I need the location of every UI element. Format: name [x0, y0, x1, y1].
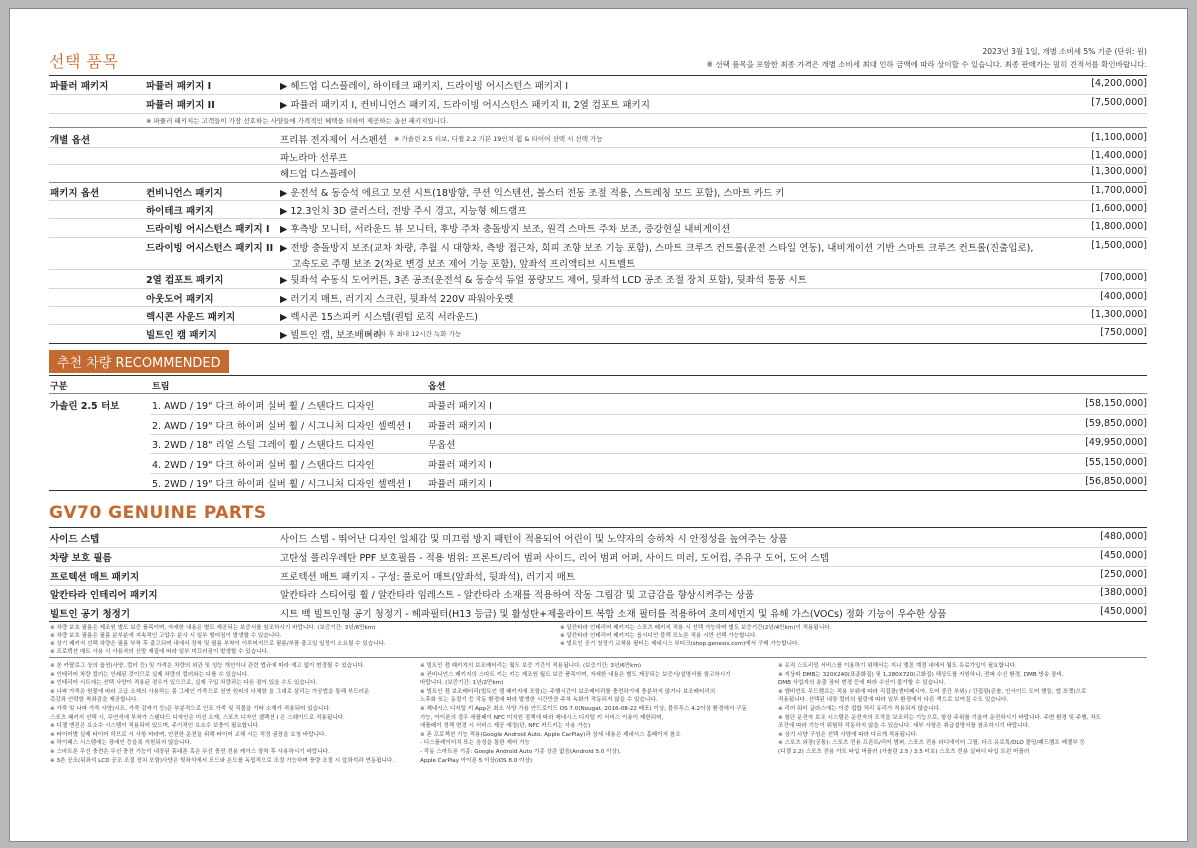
footnote-line: ※ 인테리어 시트에는 선택 사양이 적용된 경우가 있으므로, 실제 구입 차량과는 다른 점이 있을 수도 있습니다. — [50, 680, 318, 687]
part-row-divider — [49, 585, 1147, 586]
option-description: ▶ 전방 충돌방지 보조(교차 차량, 추월 시 대향차, 측방 접근차, 회피 조향 보조 기능 포함), 스마트 크루즈 컨트롤(운전 스타일 연동), 내비게이션 기반 스마트 크루즈 컨트롤(진출입로), — [280, 243, 1034, 254]
option-price: [1,400,000] — [1091, 150, 1147, 161]
parts-note: ※ 상기 패키지 선택 차량은 필름 부착 후 출고되며 내에서 장착 및 필름 부착이 이루어지므로 필름/부품 출고일 일정이 소요될 수 있습니다. — [50, 641, 386, 647]
parts-note: ※ 차량 보호 필름은 필름 분부분에 지속적인 고압수 분사 시 일부 떨어짐이 발생할 수 있습니다. — [50, 633, 282, 639]
recommended-header-rule — [49, 393, 1147, 394]
col-header-option: 옵션 — [428, 382, 446, 392]
footnote-line: 스포츠 패키지 선택 시, 무연석에 부착가 스탠다드 디자인은 미선 소재, 스포츠 디자인 셀렉션 I 은 스웨이드로 적용됩니다. — [50, 714, 345, 721]
footnote-line: ※ 나파 가죽은 원물에 따라 고급 소재의 사용하는 몸 그레인 가죽으로 천연 원피의 다채함 을 그대로 살리는 가공법을 통해 부드러운 — [50, 688, 370, 695]
recommended-option: 파퓰러 패키지 I — [428, 401, 492, 412]
option-row-divider — [49, 113, 1147, 114]
option-description: 프리뷰 전자제어 서스펜션 — [280, 135, 387, 146]
part-description: 알칸타라 스티어링 휠 / 알칸타라 임레스트 - 알칸타라 소재를 적용하여 작동 그립감 및 고급감을 향상시켜주는 상품 — [280, 590, 755, 601]
footnote-line: 애플페이 정책 변경 시 서비스 제공 예정(단, NFC 카드키는 사용 가능) — [420, 723, 591, 730]
option-category: 개별 옵션 — [50, 135, 91, 146]
recommended-option: 무옵션 — [428, 440, 456, 451]
footnote-line: ※ 제네시스 디지털 키 App은 최소 사양 가용 안드로이드 OS 7.0(Nougat, 2016-08-22 배포) 이상, 블루투스 4.2이상 환경에서 구동 — [420, 706, 747, 712]
option-note: ※ 주차 후 최대 12시간 녹화 가능 — [366, 330, 462, 338]
parts-note: ※ 차량 보호 필름은 제조원 별도 보증 품목이며, 자세한 내용은 별도 제공되는 보증서를 참조하시기 바랍니다. (보증기간: 3년/6만km) — [50, 625, 376, 631]
price-basis-note: 2023년 3월 1일, 개별 소비세 5% 기준 (단위: 원) — [982, 47, 1147, 56]
recommended-row-divider — [150, 473, 1147, 474]
footnote-line: ※ 리어 워터 글라스에는 이중 접합 처리 유리가 적용되지 않습니다. — [778, 706, 941, 712]
recommended-trim: 2. AWD / 19" 다크 하이퍼 실버 휠 / 시그니처 디자인 셀렉션 I — [152, 421, 411, 432]
recommended-title: 추천 차량 RECOMMENDED — [49, 350, 229, 373]
footnote-line: 조건에 따라 기능이 위험하 작동하지 않을 수 있습니다. 세부 사항은 취급설명서를 참조하시기 바랍니다. — [778, 723, 1030, 730]
part-description: 시트 백 빌트인형 공기 청정기 - 헤파필터(H13 등급) 및 활성탄+제올라이트 복합 소재 필터를 적용하여 초미세먼지 및 유해 가스(VOCs) 정화 기능이 우수한 상품 — [280, 609, 947, 620]
recommended-option: 파퓰러 패키지 I — [428, 460, 492, 471]
footnote-line: ※ 컨비니언스 패키지의 스마트 키는 키는 제조원 월도 보증 품목이며, 자세한 내용은 별도 제공되는 보증서/설명서를 참고하시기 — [420, 671, 731, 678]
recommended-row-divider — [150, 453, 1147, 454]
recommended-trim: 3. 2WD / 18" 리얼 스틸 그레이 휠 / 스탠다드 디자인 — [152, 440, 375, 451]
recommended-top-rule — [49, 375, 1147, 376]
parts-bottom-rule — [49, 621, 1147, 622]
recommended-price: [58,150,000] — [1085, 398, 1147, 409]
option-description: ▶ 빌트인 캠, 보조배터리 — [280, 330, 382, 341]
option-price: [400,000] — [1100, 291, 1147, 302]
option-category: 패키지 옵션 — [50, 188, 100, 199]
options-bottom-rule — [49, 343, 1147, 344]
option-row-divider — [49, 94, 1147, 95]
part-name: 차량 보호 필름 — [50, 553, 112, 564]
option-row-divider — [49, 269, 1147, 270]
option-description: 파노라마 선루프 — [280, 153, 348, 164]
footnote-line: ※ 타이어별 실제 타이어 하므로 시 사항 바라며, 안전한 운전을 위해 타이어 교체 시는 적정 권장을 요청 바랍니다. — [50, 731, 327, 738]
footnote-line: ※ 지상파 DMB는 320X240(표준화질) 및 1,280X720(고화질) 해상도를 지원하나, 전파 수신 환경, DMB 방송 장비, — [778, 671, 1064, 678]
option-section-divider — [49, 182, 1147, 183]
option-price: [1,800,000] — [1091, 221, 1147, 232]
option-price: [1,500,000] — [1091, 240, 1147, 251]
footnote-line: Apple CarPlay 아이폰 5 이상(iOS 8.0 이상) — [420, 757, 533, 764]
option-price: [1,600,000] — [1091, 203, 1147, 214]
part-price: [450,000] — [1100, 606, 1147, 617]
part-row-divider — [49, 547, 1147, 548]
part-price: [380,000] — [1100, 587, 1147, 598]
option-name: 파퓰러 패키지 II — [146, 100, 215, 111]
footnote-line: (디젤 2.2) 스포츠 전용 아트 타입 머플러 (가솔린 2.5 / 3.5 터보) 스포츠 전용 실버더 타입 트윈 머플러 — [778, 749, 1030, 755]
parts-note: ※ 알칸타라 인테리어 패키지는 옵시디언 블랙 모노톤 적용 시만 선택 가능합니다. — [560, 633, 758, 639]
option-price: [1,300,000] — [1091, 166, 1147, 177]
option-name: 아웃도어 패키지 — [146, 294, 214, 305]
final-price-note: ※ 선택 품목을 포함한 최종 가격은 개별 소비세 최대 인하 금액에 따라 상이할 수 있습니다. 최종 판매가는 필히 견적서를 확인바랍니다. — [706, 60, 1147, 69]
footnote-line: ※ 스포츠 외장(공통): 스포츠 전용 프론트/리어 범퍼, 스포츠 전용 라디에이터 그릴, 다크 유로톡/DLO 몰딩/패드램프 베젤부 등 — [778, 740, 1086, 747]
options-title: 선택 품목 — [49, 52, 119, 71]
option-name: 2열 컴포트 패키지 — [146, 275, 224, 286]
footnote-line: - 디스플레이터치 또는 음성을 통한 제어 가능 — [420, 740, 530, 747]
footnote-line: ※ 폰 프로젝션 기능 적용(Google Android Auto, Apple CarPlay)과 상세 내용은 제네시스 홈페이지 참조 — [420, 731, 681, 738]
option-price: [7,500,000] — [1091, 97, 1147, 108]
part-row-divider — [49, 603, 1147, 604]
option-description: ▶ 12.3인치 3D 클러스터, 전방 주시 경고, 지능형 헤드램프 — [280, 206, 527, 217]
part-description: 프로텍션 매트 패키지 - 구성: 풀로어 매트(앞좌석, 뒷좌석), 러기지 매트 — [280, 572, 576, 583]
option-name: 컨비니언스 패키지 — [146, 188, 223, 199]
footnote-line: ※ 3존 공조(뒤좌석 LCD 공조 조절 장치 포함)사양은 뒷좌석에서 모드와 온도를 독립적으로 조절 가능하며 풍량 조절 시 앞좌석과 연동됩니다. — [50, 757, 395, 764]
recommended-price: [59,850,000] — [1085, 418, 1147, 429]
option-section-divider — [49, 127, 1147, 128]
recommended-bottom-rule — [49, 490, 1147, 491]
option-name: 드라이빙 어시스턴스 패키지 I — [146, 224, 270, 235]
option-description: ▶ 운전석 & 동승석 에르고 모션 시트(18방향, 쿠션 익스텐션, 볼스터 전동 조절 적용, 스트레칭 모드 포함), 스마트 카드 키 — [280, 188, 785, 199]
option-description: ▶ 후측방 모니터, 서라운드 뷰 모니터, 후방 주차 충돌방지 보조, 원격 스마트 주차 보조, 증강현실 내비게이션 — [280, 224, 731, 235]
footnote-line: ※ 유직 스트리밍 서비스를 이용하기 위해서는 지니 엘론 계정 내에서 월도 유료가입이 필요합니다. — [778, 663, 1017, 669]
option-row-divider — [49, 237, 1147, 238]
footnote-line: 노후화 또는 동절기 등 작동 환경에 따라 발생한 시간만큼 주차 녹화가 작동되지 않을 수 있습니다. — [420, 697, 658, 704]
part-name: 알칸타라 인테리어 패키지 — [50, 590, 158, 601]
option-description: ▶ 뒷좌석 수동식 도어커튼, 3존 공조(운전석 & 동승석 듀얼 풍량모드 제어, 뒷좌석 LCD 공조 조절 장치 포함), 뒷좌석 통풍 시트 — [280, 275, 807, 286]
part-name: 빌트인 공기 청정기 — [50, 609, 131, 620]
option-name: 드라이빙 어시스턴스 패키지 II — [146, 243, 274, 254]
option-price: [4,200,000] — [1091, 78, 1147, 89]
footnote-line: DMB 사업자의 송출 장비 변경 등에 따라 수신이 불가할 수 있습니다. — [778, 680, 946, 687]
part-name: 프로텍션 매트 패키지 — [50, 572, 140, 583]
option-description: ▶ 헤드업 디스플레이, 하이테크 패키지, 드라이빙 어시스턴스 패키지 I — [280, 81, 569, 92]
popular-package-note: ※ 파퓰러 패키지는 고객들이 가장 선호하는 사양들에 가격적인 혜택을 더하여 제공하는 옵션 패키지입니다. — [146, 117, 449, 125]
footnote-line: ※ 스마트폰 무선 충전은 무선 충전 기능이 내장된 휴대폰 혹은 무선 충전 전용 케이스 장착 후 사용하시기 바랍니다. — [50, 749, 330, 755]
part-price: [480,000] — [1100, 531, 1147, 542]
footnote-line: ※ 빌트인 캠 보조배터리(빌트인 캠 패키지에 포함)는 주행시간이 보조배터리를 충전하기에 충분하지 않거나 보조배터리의 — [420, 688, 716, 695]
option-description-cont: 고속도로 주행 보조 2(차로 변경 보조 제어 기능 포함), 앞좌석 프리액티브 시트벨트 — [292, 259, 636, 270]
option-row-divider — [49, 200, 1147, 201]
part-price: [450,000] — [1100, 550, 1147, 561]
part-price: [250,000] — [1100, 569, 1147, 580]
part-description: 사이드 스텝 - 뛰어난 디자인 일체감 및 미끄럼 방지 패턴이 적용되어 어린이 및 노약자의 승하차 시 안정성을 높여주는 상품 — [280, 534, 788, 545]
option-price: [1,100,000] — [1091, 132, 1147, 143]
footnote-line: ※ 가죽 및 나파 가죽 사양(시트, 가죽 감싸기 등)은 부분적으로 인조 가죽 및 직물을 기타 소재가 적용되어 있습니다. — [50, 706, 331, 712]
recommended-option: 파퓰러 패키지 I — [428, 479, 492, 490]
part-description: 고탄성 폴리우레탄 PPF 보호필름 - 적용 범위: 프론트/리어 범퍼 사이드, 리어 범퍼 어퍼, 사이드 미러, 도어컵, 주유구 도어, 도어 스텝 — [280, 553, 829, 564]
footnote-line: ※ 첨단 운전자 보조 시스템은 운전자의 조작을 보조하는 기능으로, 항상 주위를 기울여 운전하시기 바랍니다. 주변 환경 및 주행, 차도 — [778, 714, 1102, 721]
footnote-line: ※ 빌트인 캠 패키지의 보조배터리는 월도 보증 기간이 적용됩니다. (보증기간: 3년/6만km) — [420, 663, 642, 669]
option-category: 파퓰러 패키지 — [50, 81, 109, 92]
option-name: 하이테크 패키지 — [146, 206, 214, 217]
part-name: 사이드 스텝 — [50, 534, 100, 545]
recommended-price: [56,850,000] — [1085, 476, 1147, 487]
parts-note: ※ 빌트인 공기 청정기 교체용 필터는 제네시스 부티크(shop.genesis.com)에서 구매 가능합니다. — [560, 641, 800, 647]
col-header-trim: 트림 — [152, 382, 170, 392]
recommended-trim: 4. 2WD / 19" 다크 하이퍼 실버 휠 / 스탠다드 디자인 — [152, 460, 375, 471]
price-sheet-page — [9, 8, 1188, 842]
option-name: 빌트인 캠 패키지 — [146, 330, 217, 341]
footnote-line: ※ 엠비언트 무드램프는 적용 부위에 따라 직접광(센터페시아, 도어 중간 부위) / 간접광(콘솔, 인사이드 도어 핸들, 앱 포켓)으로 — [778, 688, 1087, 695]
option-description: ▶ 러기지 매트, 러기지 스크린, 뒷좌석 220V 파워아웃렛 — [280, 294, 514, 305]
parts-title: GV70 GENUINE PARTS — [49, 503, 267, 523]
option-row-divider — [49, 306, 1147, 307]
option-price: [700,000] — [1100, 272, 1147, 283]
footnote-line: 적용됩니다. 선택된 내장 컬러의 필링에 따라 일부 환경에서 다른 색으로 보여질 수도 있습니다. — [778, 697, 1009, 704]
option-row-divider — [49, 324, 1147, 325]
recommended-price: [55,150,000] — [1085, 457, 1147, 468]
option-description: ▶ 파퓰러 패키지 I, 컨비니언스 패키지, 드라이빙 어시스턴스 패키지 II, 2열 컴포트 패키지 — [280, 100, 650, 111]
footnote-line: - 작동 스마트폰 기종: Google Android Auto 기종 상관 없음(Android 5.0 이상), — [420, 749, 621, 755]
option-price: [1,700,000] — [1091, 185, 1147, 196]
option-row-divider — [49, 164, 1147, 165]
option-price: [750,000] — [1100, 327, 1147, 338]
option-row-divider — [49, 288, 1147, 289]
recommended-option: 파퓰러 패키지 I — [428, 421, 492, 432]
part-row-divider — [49, 566, 1147, 567]
recommended-trim: 5. 2WD / 19" 다크 하이퍼 실버 휠 / 시그니처 디자인 셀렉션 I — [152, 479, 411, 490]
options-top-rule — [49, 75, 1147, 76]
footnote-line: ※ 본 카탈로그 상의 옵션(사양, 컬러 등) 및 가격은 차량의 외관 및 성능 개선이나 관련 법규에 따라 예고 없이 변경될 수 있습니다. — [50, 663, 365, 669]
footnote-line: 가능, 아이폰의 경우 애플페이 NFC 미지원 정책에 따라 제네시스 디지털 키 서비스 이용이 제한되며, — [420, 714, 664, 721]
footnote-line: 촉감과 안락한 착좌감을 제공합니다. — [50, 697, 139, 704]
option-row-divider — [49, 218, 1147, 219]
parts-note: ※ 프로텍션 매트 사용 시 사용자의 신발 재질에 따라 일부 미끄러짐이 발생할 수 있습니다. — [50, 649, 269, 655]
footnote-line: ※ 하이패스 시스템에는 장애인 등을록 지원되지 않습니다. — [50, 740, 192, 747]
option-name: 렉시콘 사운드 패키지 — [146, 312, 236, 323]
parts-top-rule — [49, 527, 1147, 528]
col-header-type: 구분 — [50, 382, 68, 392]
option-row-divider — [49, 147, 1147, 148]
option-price: [1,300,000] — [1091, 309, 1147, 320]
recommended-trim: 1. AWD / 19" 다크 하이퍼 실버 휠 / 스탠다드 디자인 — [152, 401, 375, 412]
footnote-line: ※ 상기 사양 구성은 선택 사양에 따라 다르게 적용됩니다. — [778, 731, 918, 738]
option-description: 헤드업 디스플레이 — [280, 169, 357, 180]
option-description: ▶ 렉시콘 15스피커 시스템(퀀텀 로직 서라운드) — [280, 312, 478, 323]
parts-note: ※ 알칸타라 인테리어 패키지는 스포츠 패키지 적용 시 선택 가능하며 별도 보증기간(2년/4만km)이 적용됩니다. — [560, 625, 832, 631]
footnotes-rule — [49, 657, 1147, 658]
engine-label: 가솔린 2.5 터보 — [50, 401, 120, 412]
footnote-line: ※ 디젤 엔진은 요소수 시스템이 적용되어 있으며, 주기적인 요소수 보충이 필요합니다. — [50, 723, 260, 730]
option-name: 파퓰러 패키지 I — [146, 81, 212, 92]
footnote-line: ※ 인테리어 차량 컬러는 인쇄된 것이므로 실제 차량의 컬러와는 다를 수 있습니다. — [50, 671, 249, 678]
recommended-price: [49,950,000] — [1085, 437, 1147, 448]
option-note: ※ 가솔린 2.5 터보, 디젤 2.2 기본 19인치 휠 & 타이어 선택 시 선택 가능 — [394, 135, 603, 143]
recommended-row-divider — [150, 434, 1147, 435]
footnote-line: 바랍니다. (보증기간: 1년/2만km) — [420, 680, 504, 687]
recommended-row-divider — [150, 414, 1147, 415]
